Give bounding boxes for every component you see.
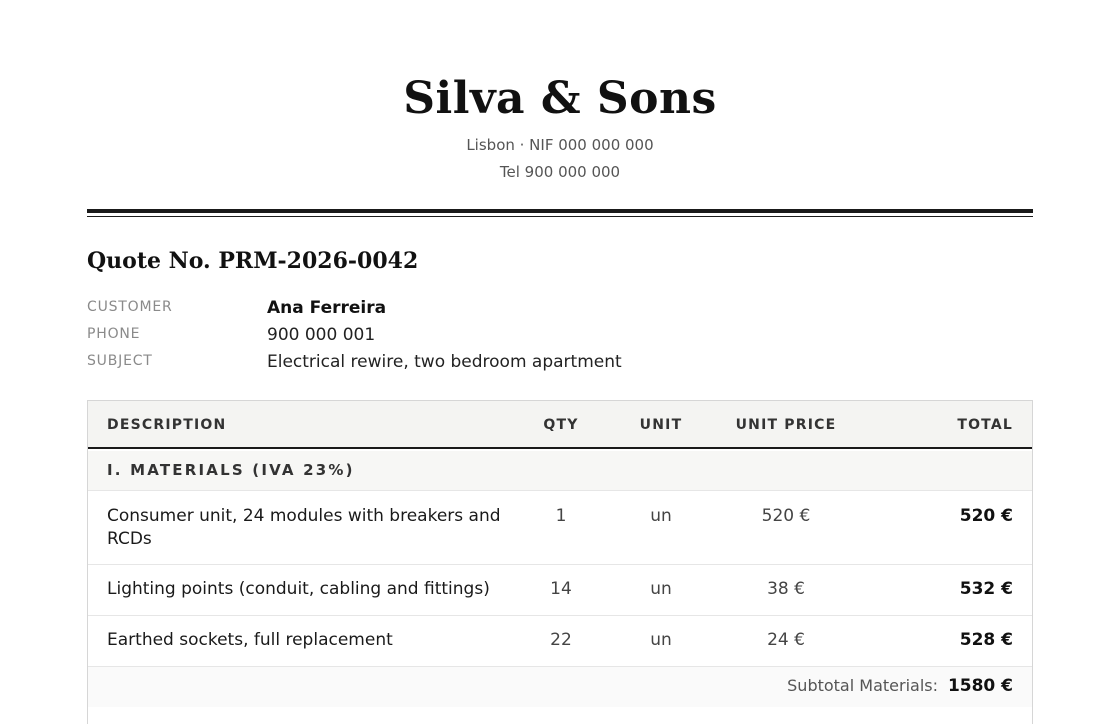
header-qty: QTY xyxy=(543,417,579,433)
item-unit: un xyxy=(650,506,672,526)
item-unit-price: 24 € xyxy=(767,630,805,650)
subject-value: Electrical rewire, two bedroom apartment xyxy=(267,352,622,372)
subtotal-value: 1580 € xyxy=(947,676,1013,696)
company-phone: Tel 900 000 000 xyxy=(499,163,621,181)
item-qty: 22 xyxy=(550,630,572,650)
quote-document xyxy=(87,0,1033,724)
item-unit: un xyxy=(650,579,672,599)
item-unit-price: 520 € xyxy=(761,506,811,526)
item-unit-price: 38 € xyxy=(767,579,805,599)
item-total: 532 € xyxy=(959,579,1013,599)
table-header xyxy=(88,401,1032,449)
section-materials xyxy=(88,451,1032,491)
header-description: DESCRIPTION xyxy=(107,417,227,433)
item-qty: 1 xyxy=(555,506,567,526)
phone-label: PHONE xyxy=(87,326,141,342)
header-total: TOTAL xyxy=(957,417,1013,433)
header-unit-price: UNIT PRICE xyxy=(735,417,837,433)
quote-table xyxy=(87,400,1033,724)
table-row xyxy=(88,492,1032,565)
phone-value: 900 000 001 xyxy=(267,325,376,345)
header-divider-thin xyxy=(87,216,1033,217)
subtotal-label: Subtotal Materials: xyxy=(787,676,938,695)
quote-title: Quote No. PRM-2026-0042 xyxy=(87,248,419,274)
company-address: Lisbon · NIF 000 000 000 xyxy=(466,136,654,154)
subject-label: SUBJECT xyxy=(87,353,153,369)
section-label: I. MATERIALS (IVA 23%) xyxy=(107,461,355,479)
item-unit: un xyxy=(650,630,672,650)
meta-phone-row xyxy=(87,323,1033,347)
meta-customer-row xyxy=(87,296,1033,320)
item-total: 520 € xyxy=(959,506,1013,526)
customer-label: CUSTOMER xyxy=(87,299,173,315)
item-qty: 14 xyxy=(550,579,572,599)
item-total: 528 € xyxy=(959,630,1013,650)
header-divider-thick xyxy=(87,209,1033,213)
customer-value: Ana Ferreira xyxy=(267,298,387,318)
table-row xyxy=(88,565,1032,616)
header-unit: UNIT xyxy=(639,417,683,433)
subtotal-row xyxy=(88,667,1032,707)
table-row xyxy=(88,616,1032,667)
item-description: Consumer unit, 24 modules with breakers and RCDs xyxy=(107,506,501,549)
item-description: Lighting points (conduit, cabling and fittings) xyxy=(107,579,490,599)
meta-subject-row xyxy=(87,350,1033,374)
company-name: Silva & Sons xyxy=(403,73,717,124)
item-description: Earthed sockets, full replacement xyxy=(107,630,393,650)
